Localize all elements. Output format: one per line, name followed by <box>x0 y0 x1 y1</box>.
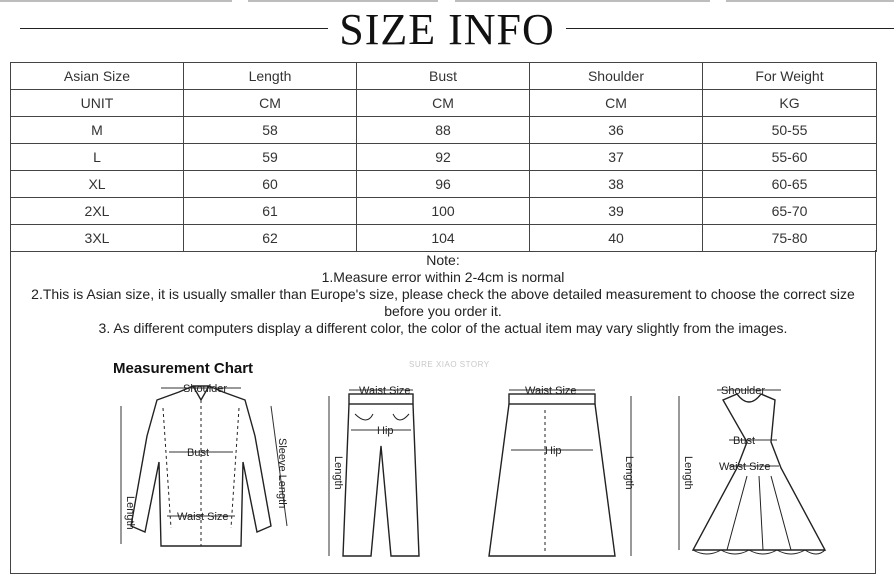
notes-heading: Note: <box>426 252 460 268</box>
table-row <box>11 117 877 144</box>
skirt-diagram <box>481 380 651 560</box>
notes-panel <box>10 250 876 574</box>
table-cell: 65-70 <box>703 198 877 225</box>
skirt-waist-label: Waist Size <box>525 385 577 397</box>
dress-waist-label: Waist Size <box>719 461 771 473</box>
top-divider-segment <box>248 0 438 2</box>
top-divider-segment <box>455 0 710 2</box>
table-row <box>11 225 877 252</box>
dress-shoulder-label: Shoulder <box>721 385 766 397</box>
pants-diagram <box>309 380 429 560</box>
table-cell: 58 <box>184 117 357 144</box>
skirt-hip-label: Hip <box>545 445 562 457</box>
table-cell: 100 <box>357 198 530 225</box>
notes-text <box>11 252 875 337</box>
table-cell: 39 <box>530 198 703 225</box>
table-cell: 60-65 <box>703 171 877 198</box>
table-cell: L <box>11 144 184 171</box>
table-cell: 50-55 <box>703 117 877 144</box>
table-cell: 36 <box>530 117 703 144</box>
table-header-cell: Bust <box>357 63 530 90</box>
table-cell: CM <box>357 90 530 117</box>
top-divider-segment <box>0 0 232 2</box>
shirt-bust-label: Bust <box>187 447 210 459</box>
table-cell: M <box>11 117 184 144</box>
table-cell: 88 <box>357 117 530 144</box>
table-cell: 60 <box>184 171 357 198</box>
pants-waist-label: Waist Size <box>359 385 411 397</box>
shirt-diagram <box>111 378 301 556</box>
size-table <box>10 62 877 252</box>
table-cell: XL <box>11 171 184 198</box>
table-cell: CM <box>530 90 703 117</box>
table-cell: 38 <box>530 171 703 198</box>
table-cell: 37 <box>530 144 703 171</box>
table-cell: CM <box>184 90 357 117</box>
table-header-row <box>11 63 877 90</box>
table-cell: 3XL <box>11 225 184 252</box>
skirt-length-label: Length <box>623 456 635 490</box>
note-line: 3. As different computers display a different color, the color of the actual item may vary slightly from the images. <box>98 320 788 336</box>
shirt-sleeve-label: Sleeve Length <box>276 438 288 509</box>
watermark: SURE XIAO STORY <box>409 360 490 369</box>
note-line: 1.Measure error within 2-4cm is normal <box>321 269 565 285</box>
table-cell: KG <box>703 90 877 117</box>
shirt-waist-label: Waist Size <box>177 511 229 523</box>
table-header-cell: Asian Size <box>11 63 184 90</box>
skirt-outline <box>489 404 615 556</box>
table-cell: 2XL <box>11 198 184 225</box>
dress-diagram <box>667 380 857 560</box>
table-cell: UNIT <box>11 90 184 117</box>
table-row <box>11 198 877 225</box>
table-cell: 96 <box>357 171 530 198</box>
table-row <box>11 171 877 198</box>
top-divider-segment <box>726 0 894 2</box>
page-title: SIZE INFO <box>339 5 555 54</box>
measurement-chart-title: Measurement Chart <box>113 360 254 377</box>
table-header-cell: Length <box>184 63 357 90</box>
table-cell: 55-60 <box>703 144 877 171</box>
dress-length-label: Length <box>682 456 694 490</box>
pants-length-label: Length <box>332 456 344 490</box>
table-cell: 75-80 <box>703 225 877 252</box>
table-header-cell: For Weight <box>703 63 877 90</box>
table-cell: 40 <box>530 225 703 252</box>
table-cell: 92 <box>357 144 530 171</box>
dress-bust-label: Bust <box>733 435 756 447</box>
table-row <box>11 144 877 171</box>
table-cell: 59 <box>184 144 357 171</box>
pants-hip-label: Hip <box>377 425 394 437</box>
shirt-length-label: Length <box>124 496 136 530</box>
table-cell: 104 <box>357 225 530 252</box>
shirt-shoulder-label: Shoulder <box>183 383 228 395</box>
table-cell: 61 <box>184 198 357 225</box>
note-line: 2.This is Asian size, it is usually smaller than Europe's size, please check the above detailed measurement to choose the correct size before you order it. <box>31 286 855 319</box>
table-cell: 62 <box>184 225 357 252</box>
table-header-cell: Shoulder <box>530 63 703 90</box>
table-unit-row <box>11 90 877 117</box>
